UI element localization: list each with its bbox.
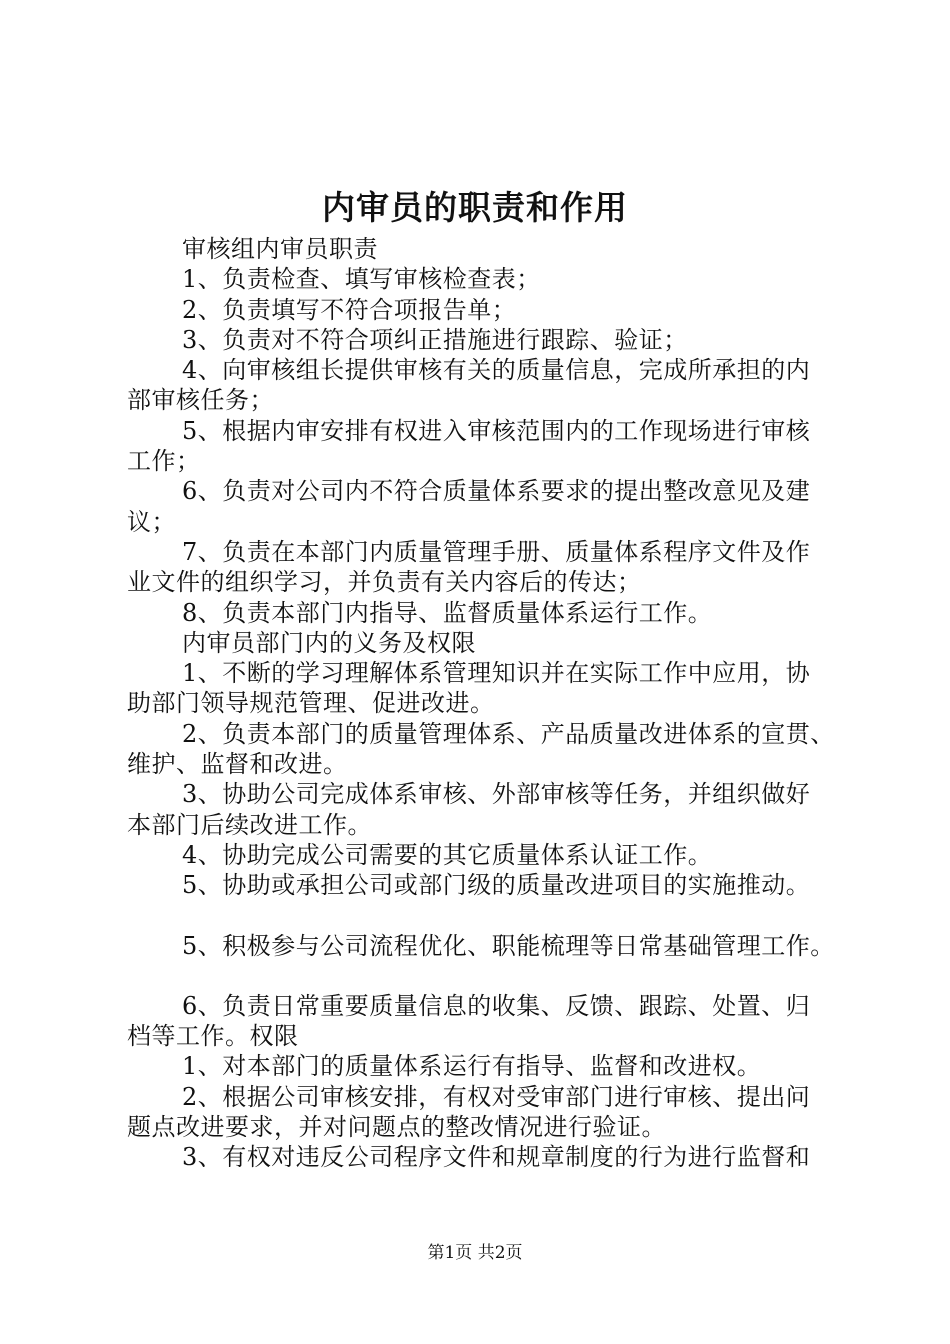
paragraph: 5、积极参与公司流程优化、职能梳理等日常基础管理工作。 xyxy=(182,931,835,960)
paragraph: 5、协助或承担公司或部门级的质量改进项目的实施推动。 xyxy=(182,871,811,900)
paragraph: 4、协助完成公司需要的其它质量体系认证工作。 xyxy=(182,840,713,869)
paragraph: 8、负责本部门内指导、监督质量体系运行工作。 xyxy=(182,598,713,627)
paragraph: 1、负责检查、填写审核检查表； xyxy=(182,265,541,294)
paragraph: 6、负责对公司内不符合质量体系要求的提出整改意见及建 议； xyxy=(127,477,811,536)
paragraph: 7、负责在本部门内质量管理手册、质量体系程序文件及作 业文件的组织学习，并负责有关内容后的传达； xyxy=(127,537,811,597)
paragraph: 4、向审核组长提供审核有关的质量信息，完成所承担的内 部审核任务； xyxy=(127,356,811,415)
paragraph: 2、负责本部门的质量管理体系、产品质量改进体系的宣贯、 维护、监督和改进。 xyxy=(127,719,835,779)
paragraph: 3、协助公司完成体系审核、外部审核等任务，并组织做好 本部门后续改进工作。 xyxy=(127,780,811,839)
section-heading-obligations: 内审员部门内的义务及权限 xyxy=(182,628,476,657)
paragraph: 3、有权对违反公司程序文件和规章制度的行为进行监督和 xyxy=(182,1143,811,1172)
paragraph: 6、负责日常重要质量信息的收集、反馈、跟踪、处置、归 档等工作。权限 xyxy=(127,991,811,1051)
paragraph: 5、根据内审安排有权进入审核范围内的工作现场进行审核 工作； xyxy=(127,416,811,476)
paragraph: 3、负责对不符合项纠正措施进行跟踪、验证； xyxy=(182,325,688,354)
paragraph: 1、不断的学习理解体系管理知识并在实际工作中应用，协 助部门领导规范管理、促进改进。 xyxy=(127,659,811,718)
page-footer: 第1页 共2页 xyxy=(427,1243,523,1263)
paragraph: 1、对本部门的质量体系运行有指导、监督和改进权。 xyxy=(182,1052,762,1081)
page-title: 内审员的职责和作用 xyxy=(322,188,628,227)
section-heading-duties: 审核组内审员职责 xyxy=(182,235,378,263)
paragraph: 2、根据公司审核安排，有权对受审部门进行审核、提出问 题点改进要求，并对问题点的整改情况进行验证。 xyxy=(127,1082,811,1142)
document-body xyxy=(127,234,839,1173)
paragraph: 2、负责填写不符合项报告单； xyxy=(182,295,517,324)
